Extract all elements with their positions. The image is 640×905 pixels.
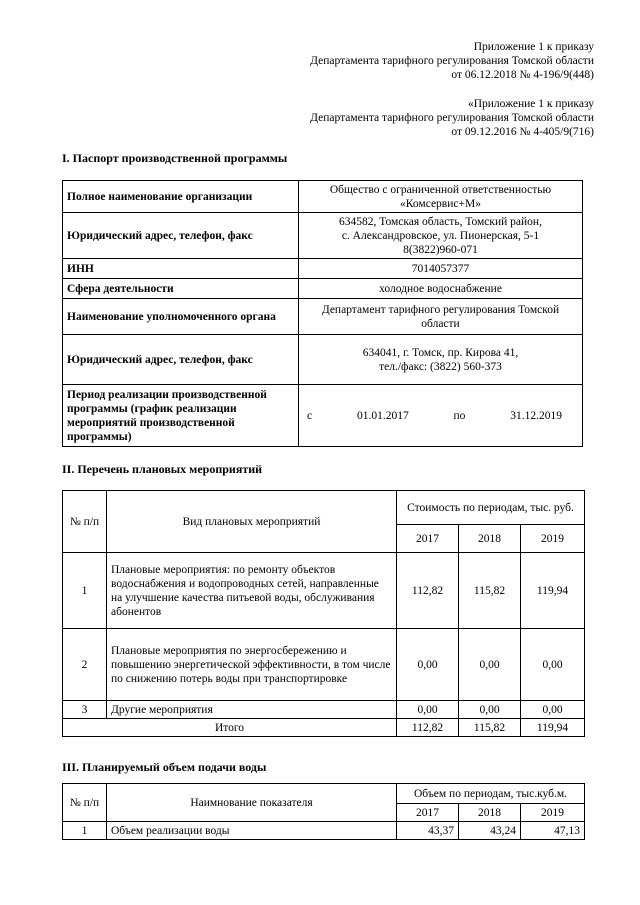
passport-row-period bbox=[63, 385, 583, 447]
value-line: с. Александровское, ул. Пионерская, 5-1 bbox=[341, 229, 540, 242]
row-name: Плановые мероприятия: по ремонту объектов водоснабжения и водопроводных сетей, направленные на улучшение качества питьевой воды, обслуживания абонентов bbox=[107, 553, 397, 629]
section-1-title: I. Паспорт производственной программы bbox=[62, 151, 288, 165]
col-header-cost: Стоимость по периодам, тыс. руб. bbox=[397, 491, 585, 525]
year-header: 2018 bbox=[459, 525, 521, 553]
year-header: 2019 bbox=[521, 804, 585, 822]
passport-row bbox=[63, 259, 583, 279]
value-line: 634041, г. Томск, пр. Кирова 41, bbox=[362, 346, 519, 359]
value-line: Общество с ограниченной ответственностью bbox=[329, 183, 552, 196]
passport-value bbox=[299, 335, 583, 385]
year-header: 2019 bbox=[521, 525, 585, 553]
col-header-volume: Объем по периодам, тыс.куб.м. bbox=[397, 784, 585, 804]
passport-value bbox=[299, 181, 583, 213]
value-line: Департамент тарифного регулирования Томской bbox=[321, 303, 560, 316]
period-to-date: 31.12.2019 bbox=[510, 409, 562, 422]
row-value: 112,82 bbox=[397, 553, 459, 629]
row-value: 115,82 bbox=[459, 553, 521, 629]
total-label: Итого bbox=[63, 719, 397, 737]
header-line: Департамента тарифного регулирования Томской области bbox=[310, 55, 594, 67]
passport-label: ИНН bbox=[63, 259, 299, 279]
table-header-row bbox=[63, 491, 585, 525]
period-value bbox=[299, 385, 583, 447]
table-row bbox=[63, 822, 585, 840]
passport-row bbox=[63, 279, 583, 299]
passport-table bbox=[62, 180, 583, 447]
row-num: 2 bbox=[63, 629, 107, 701]
row-value: 43,24 bbox=[459, 822, 521, 840]
year-header: 2018 bbox=[459, 804, 521, 822]
row-name: Объем реализации воды bbox=[107, 822, 397, 840]
row-value: 119,94 bbox=[521, 553, 585, 629]
header-line: от 09.12.2016 № 4-405/9(716) bbox=[451, 126, 594, 138]
appendix-header-original bbox=[310, 97, 594, 139]
passport-value bbox=[299, 213, 583, 259]
total-value: 119,94 bbox=[521, 719, 585, 737]
header-line: Приложение 1 к приказу bbox=[473, 41, 594, 53]
row-num: 1 bbox=[63, 822, 107, 840]
passport-row bbox=[63, 299, 583, 335]
value-line: тел./факс: (3822) 560-373 bbox=[379, 360, 502, 373]
row-name: Плановые мероприятия по энергосбережению и повышению энергетической эффективности, в том числе по снижению потерь воды при транспортировке bbox=[107, 629, 397, 701]
table-header-row bbox=[63, 784, 585, 804]
period-from-word: с bbox=[307, 409, 313, 422]
year-header: 2017 bbox=[397, 525, 459, 553]
row-value: 0,00 bbox=[521, 629, 585, 701]
table-row bbox=[63, 629, 585, 701]
table-total-row bbox=[63, 719, 585, 737]
passport-label: Наименование уполномоченного органа bbox=[63, 299, 299, 335]
row-value: 43,37 bbox=[397, 822, 459, 840]
passport-label: Юридический адрес, телефон, факс bbox=[63, 335, 299, 385]
col-header-name: Вид плановых мероприятий bbox=[107, 491, 397, 553]
value-line: области bbox=[421, 317, 460, 330]
volume-table bbox=[62, 783, 585, 840]
row-value: 0,00 bbox=[459, 701, 521, 719]
passport-value: 7014057377 bbox=[299, 259, 583, 279]
header-line: от 06.12.2018 № 4-196/9(448) bbox=[451, 69, 594, 81]
passport-row bbox=[63, 213, 583, 259]
col-header-name: Наимнование показателя bbox=[107, 784, 397, 822]
passport-row bbox=[63, 335, 583, 385]
appendix-header-current bbox=[310, 40, 594, 82]
total-value: 115,82 bbox=[459, 719, 521, 737]
header-line: «Приложение 1 к приказу bbox=[467, 98, 594, 110]
value-line: 8(3822)960-071 bbox=[403, 243, 478, 256]
period-from-date: 01.01.2017 bbox=[356, 409, 409, 422]
total-value: 112,82 bbox=[397, 719, 459, 737]
row-name: Другие мероприятия bbox=[107, 701, 397, 719]
passport-label: Сфера деятельности bbox=[63, 279, 299, 299]
value-line: «Комсервис+М» bbox=[400, 197, 481, 210]
activities-table bbox=[62, 490, 585, 737]
row-num: 1 bbox=[63, 553, 107, 629]
period-label: Период реализации производственной программы (график реализации мероприятий производственной программы) bbox=[63, 385, 299, 447]
passport-value bbox=[299, 299, 583, 335]
period-to-word: по bbox=[453, 409, 466, 422]
section-3-title: III. Планируемый объем подачи воды bbox=[62, 760, 267, 774]
year-header: 2017 bbox=[397, 804, 459, 822]
passport-label: Юридический адрес, телефон, факс bbox=[63, 213, 299, 259]
col-header-num: № п/п bbox=[63, 784, 107, 822]
passport-row bbox=[63, 181, 583, 213]
row-value: 0,00 bbox=[521, 701, 585, 719]
row-value: 0,00 bbox=[397, 701, 459, 719]
value-line: 634582, Томская область, Томский район, bbox=[339, 215, 542, 228]
section-2-title: II. Перечень плановых мероприятий bbox=[62, 462, 263, 476]
table-row bbox=[63, 701, 585, 719]
row-num: 3 bbox=[63, 701, 107, 719]
header-line: Департамента тарифного регулирования Томской области bbox=[310, 112, 594, 124]
passport-value: холодное водоснабжение bbox=[299, 279, 583, 299]
row-value: 0,00 bbox=[397, 629, 459, 701]
row-value: 0,00 bbox=[459, 629, 521, 701]
col-header-num: № п/п bbox=[63, 491, 107, 553]
table-row bbox=[63, 553, 585, 629]
row-value: 47,13 bbox=[521, 822, 585, 840]
passport-label: Полное наименование организации bbox=[63, 181, 299, 213]
